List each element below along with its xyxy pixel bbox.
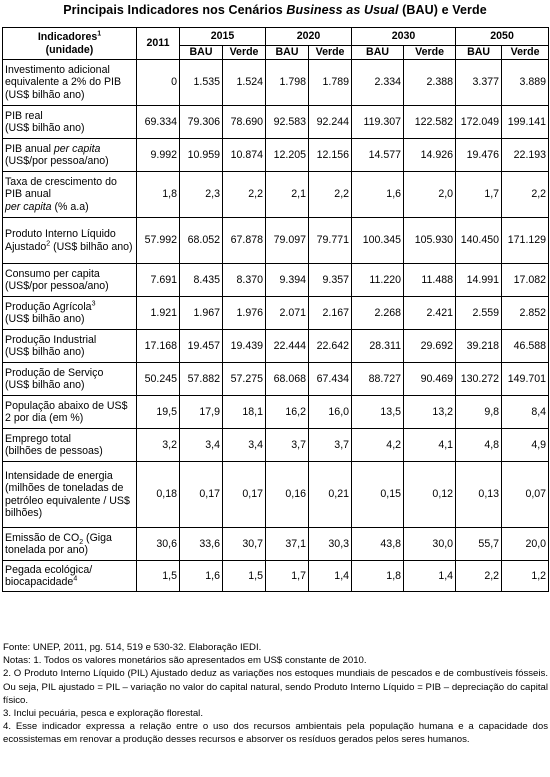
- value-cell: 1,6: [180, 561, 223, 592]
- value-cell: 100.345: [352, 218, 404, 264]
- value-cell: 14.577: [352, 139, 404, 172]
- value-cell: 130.272: [456, 363, 502, 396]
- value-cell: 30,7: [223, 528, 266, 561]
- value-cell: 3,7: [266, 429, 309, 462]
- table-row: [3, 172, 549, 218]
- value-cell: 4,1: [404, 429, 456, 462]
- value-cell: 12.205: [266, 139, 309, 172]
- value-cell: 67.878: [223, 218, 266, 264]
- value-cell: 30,3: [309, 528, 352, 561]
- notes: [3, 641, 548, 747]
- value-cell: 7.691: [137, 264, 180, 297]
- table-row: [3, 218, 549, 264]
- value-cell: 0,15: [352, 462, 404, 528]
- value-cell: 122.582: [404, 106, 456, 139]
- note-item: 2. O Produto Interno Líquido (PIL) Ajustado deduz as variações nos estoques mundiais de pescados e de combustíveis fósseis. Ou seja, PIL ajustado = PIL – variação no valor do capital natural, sendo Produto Interno Líquido = PIB – depreciação do capital físico.: [3, 668, 548, 706]
- value-cell: 67.434: [309, 363, 352, 396]
- value-cell: 79.097: [266, 218, 309, 264]
- value-cell: 2.421: [404, 297, 456, 330]
- table-row: [3, 60, 549, 106]
- value-cell: 0,17: [223, 462, 266, 528]
- value-cell: 1.535: [180, 60, 223, 106]
- value-cell: 28.311: [352, 330, 404, 363]
- value-cell: 0,18: [137, 462, 180, 528]
- source-note: Fonte: UNEP, 2011, pg. 514, 519 e 530-32. Elaboração IEDI.: [3, 642, 262, 653]
- value-cell: 19.457: [180, 330, 223, 363]
- table-row: [3, 462, 549, 528]
- row-label: Produção de Serviço (US$ bilhão ano): [3, 363, 137, 396]
- value-cell: 1,8: [352, 561, 404, 592]
- header-bau: BAU: [266, 46, 309, 60]
- value-cell: 171.129: [502, 218, 549, 264]
- row-label: Produção Industrial (US$ bilhão ano): [3, 330, 137, 363]
- value-cell: 4,8: [456, 429, 502, 462]
- value-cell: 2,2: [309, 172, 352, 218]
- value-cell: 9.357: [309, 264, 352, 297]
- row-label: PIB anual per capita (US$/por pessoa/ano): [3, 139, 137, 172]
- value-cell: 22.193: [502, 139, 549, 172]
- header-verde: Verde: [502, 46, 549, 60]
- value-cell: 22.444: [266, 330, 309, 363]
- value-cell: 92.244: [309, 106, 352, 139]
- value-cell: 12.156: [309, 139, 352, 172]
- value-cell: 2.334: [352, 60, 404, 106]
- value-cell: 30,0: [404, 528, 456, 561]
- value-cell: 1,8: [137, 172, 180, 218]
- value-cell: 22.642: [309, 330, 352, 363]
- value-cell: 1,6: [352, 172, 404, 218]
- value-cell: 2,2: [502, 172, 549, 218]
- value-cell: 3,4: [180, 429, 223, 462]
- value-cell: 9.394: [266, 264, 309, 297]
- value-cell: 20,0: [502, 528, 549, 561]
- value-cell: 0,07: [502, 462, 549, 528]
- header-bau: BAU: [180, 46, 223, 60]
- value-cell: 2.167: [309, 297, 352, 330]
- value-cell: 0,16: [266, 462, 309, 528]
- value-cell: 1,5: [137, 561, 180, 592]
- row-label: Emprego total (bilhões de pessoas): [3, 429, 137, 462]
- header-year-2015: 2015: [180, 28, 266, 46]
- value-cell: 2.388: [404, 60, 456, 106]
- value-cell: 18,1: [223, 396, 266, 429]
- table-row: [3, 264, 549, 297]
- value-cell: 92.583: [266, 106, 309, 139]
- value-cell: 8.435: [180, 264, 223, 297]
- value-cell: 30,6: [137, 528, 180, 561]
- value-cell: 79.771: [309, 218, 352, 264]
- value-cell: 1,7: [456, 172, 502, 218]
- header-indicator: Indicadores$^1$ (unidade): [3, 28, 137, 60]
- table-title: Principais Indicadores nos Cenários Business as Usual (BAU) e Verde: [63, 3, 487, 17]
- value-cell: 79.306: [180, 106, 223, 139]
- value-cell: 68.052: [180, 218, 223, 264]
- value-cell: 2.071: [266, 297, 309, 330]
- value-cell: 199.141: [502, 106, 549, 139]
- value-cell: 3,4: [223, 429, 266, 462]
- note-item: 4. Esse indicador expressa a relação entre o uso dos recursos ambientais pela população humana e a capacidade dos ecossistemas em renovar a produção desses recursos e absorver os resíduos gerados pelos seres humanos.: [3, 721, 548, 746]
- value-cell: 46.588: [502, 330, 549, 363]
- value-cell: 1.976: [223, 297, 266, 330]
- table-row: [3, 297, 549, 330]
- value-cell: 33,6: [180, 528, 223, 561]
- row-label: PIB real (US$ bilhão ano): [3, 106, 137, 139]
- value-cell: 13,2: [404, 396, 456, 429]
- value-cell: 17.082: [502, 264, 549, 297]
- value-cell: 0,13: [456, 462, 502, 528]
- value-cell: 1,4: [309, 561, 352, 592]
- value-cell: 2,0: [404, 172, 456, 218]
- value-cell: 2.852: [502, 297, 549, 330]
- row-label: Emissão de $CO_2$ (Giga tonelada por ano): [3, 528, 137, 561]
- value-cell: 14.991: [456, 264, 502, 297]
- value-cell: 19.439: [223, 330, 266, 363]
- value-cell: 88.727: [352, 363, 404, 396]
- row-label: Produção Agrícola$^3$ (US$ bilhão ano): [3, 297, 137, 330]
- value-cell: 3,7: [309, 429, 352, 462]
- header-2011: 2011: [137, 28, 180, 60]
- table-row: [3, 396, 549, 429]
- value-cell: 11.220: [352, 264, 404, 297]
- row-label: Pegada ecológica/ biocapacidade$^4$: [3, 561, 137, 592]
- value-cell: 149.701: [502, 363, 549, 396]
- value-cell: 17.168: [137, 330, 180, 363]
- value-cell: 19,5: [137, 396, 180, 429]
- value-cell: 14.926: [404, 139, 456, 172]
- value-cell: 39.218: [456, 330, 502, 363]
- value-cell: 3,2: [137, 429, 180, 462]
- value-cell: 0: [137, 60, 180, 106]
- value-cell: 8.370: [223, 264, 266, 297]
- value-cell: 1,2: [502, 561, 549, 592]
- value-cell: 50.245: [137, 363, 180, 396]
- value-cell: 2.559: [456, 297, 502, 330]
- indicators-table: [2, 27, 549, 592]
- value-cell: 1.921: [137, 297, 180, 330]
- value-cell: 172.049: [456, 106, 502, 139]
- value-cell: 4,9: [502, 429, 549, 462]
- value-cell: 1.967: [180, 297, 223, 330]
- value-cell: 90.469: [404, 363, 456, 396]
- value-cell: 17,9: [180, 396, 223, 429]
- header-verde: Verde: [404, 46, 456, 60]
- value-cell: 68.068: [266, 363, 309, 396]
- value-cell: 43,8: [352, 528, 404, 561]
- table-row: [3, 363, 549, 396]
- value-cell: 3.377: [456, 60, 502, 106]
- table-row: [3, 561, 549, 592]
- value-cell: 2.268: [352, 297, 404, 330]
- row-label: Intensidade de energia (milhões de toneladas de petróleo equivalente / US$ bilhões): [3, 462, 137, 528]
- value-cell: 16,2: [266, 396, 309, 429]
- header-bau: BAU: [456, 46, 502, 60]
- row-label: Investimento adicional equivalente a 2% do PIB (US$ bilhão ano): [3, 60, 137, 106]
- header-year-2050: 2050: [456, 28, 549, 46]
- value-cell: 1,4: [404, 561, 456, 592]
- row-label: População abaixo de US$ 2 por dia (em %): [3, 396, 137, 429]
- value-cell: 16,0: [309, 396, 352, 429]
- header-bau: BAU: [352, 46, 404, 60]
- value-cell: 0,17: [180, 462, 223, 528]
- value-cell: 9,8: [456, 396, 502, 429]
- note-item: Notas: 1. Todos os valores monetários são apresentados em US$ constante de 2010.: [3, 655, 367, 667]
- table-row: [3, 139, 549, 172]
- value-cell: 78.690: [223, 106, 266, 139]
- value-cell: 1.789: [309, 60, 352, 106]
- row-label: Taxa de crescimento do PIB anual per capita (% a.a): [3, 172, 137, 218]
- value-cell: 0,21: [309, 462, 352, 528]
- value-cell: 119.307: [352, 106, 404, 139]
- value-cell: 2,3: [180, 172, 223, 218]
- value-cell: 8,4: [502, 396, 549, 429]
- header-year-2020: 2020: [266, 28, 352, 46]
- value-cell: 1,7: [266, 561, 309, 592]
- value-cell: 37,1: [266, 528, 309, 561]
- header-year-2030: 2030: [352, 28, 456, 46]
- value-cell: 29.692: [404, 330, 456, 363]
- value-cell: 57.992: [137, 218, 180, 264]
- note-item: 3. Inclui pecuária, pesca e exploração florestal.: [3, 708, 203, 720]
- table-row: [3, 429, 549, 462]
- value-cell: 57.882: [180, 363, 223, 396]
- value-cell: 3.889: [502, 60, 549, 106]
- value-cell: 2,2: [223, 172, 266, 218]
- value-cell: 13,5: [352, 396, 404, 429]
- value-cell: 57.275: [223, 363, 266, 396]
- value-cell: 10.874: [223, 139, 266, 172]
- value-cell: 1.524: [223, 60, 266, 106]
- value-cell: 10.959: [180, 139, 223, 172]
- value-cell: 11.488: [404, 264, 456, 297]
- value-cell: 0,12: [404, 462, 456, 528]
- header-verde: Verde: [309, 46, 352, 60]
- value-cell: 1,5: [223, 561, 266, 592]
- row-label: Consumo per capita (US$/por pessoa/ano): [3, 264, 137, 297]
- value-cell: 4,2: [352, 429, 404, 462]
- value-cell: 2,1: [266, 172, 309, 218]
- row-label: Produto Interno Líquido Ajustado$^2$ (US$ bilhão ano): [3, 218, 137, 264]
- value-cell: 19.476: [456, 139, 502, 172]
- value-cell: 9.992: [137, 139, 180, 172]
- table-row: [3, 330, 549, 363]
- value-cell: 2,2: [456, 561, 502, 592]
- value-cell: 1.798: [266, 60, 309, 106]
- header-verde: Verde: [223, 46, 266, 60]
- value-cell: 69.334: [137, 106, 180, 139]
- value-cell: 55,7: [456, 528, 502, 561]
- table-row: [3, 106, 549, 139]
- table-row: [3, 528, 549, 561]
- value-cell: 140.450: [456, 218, 502, 264]
- value-cell: 105.930: [404, 218, 456, 264]
